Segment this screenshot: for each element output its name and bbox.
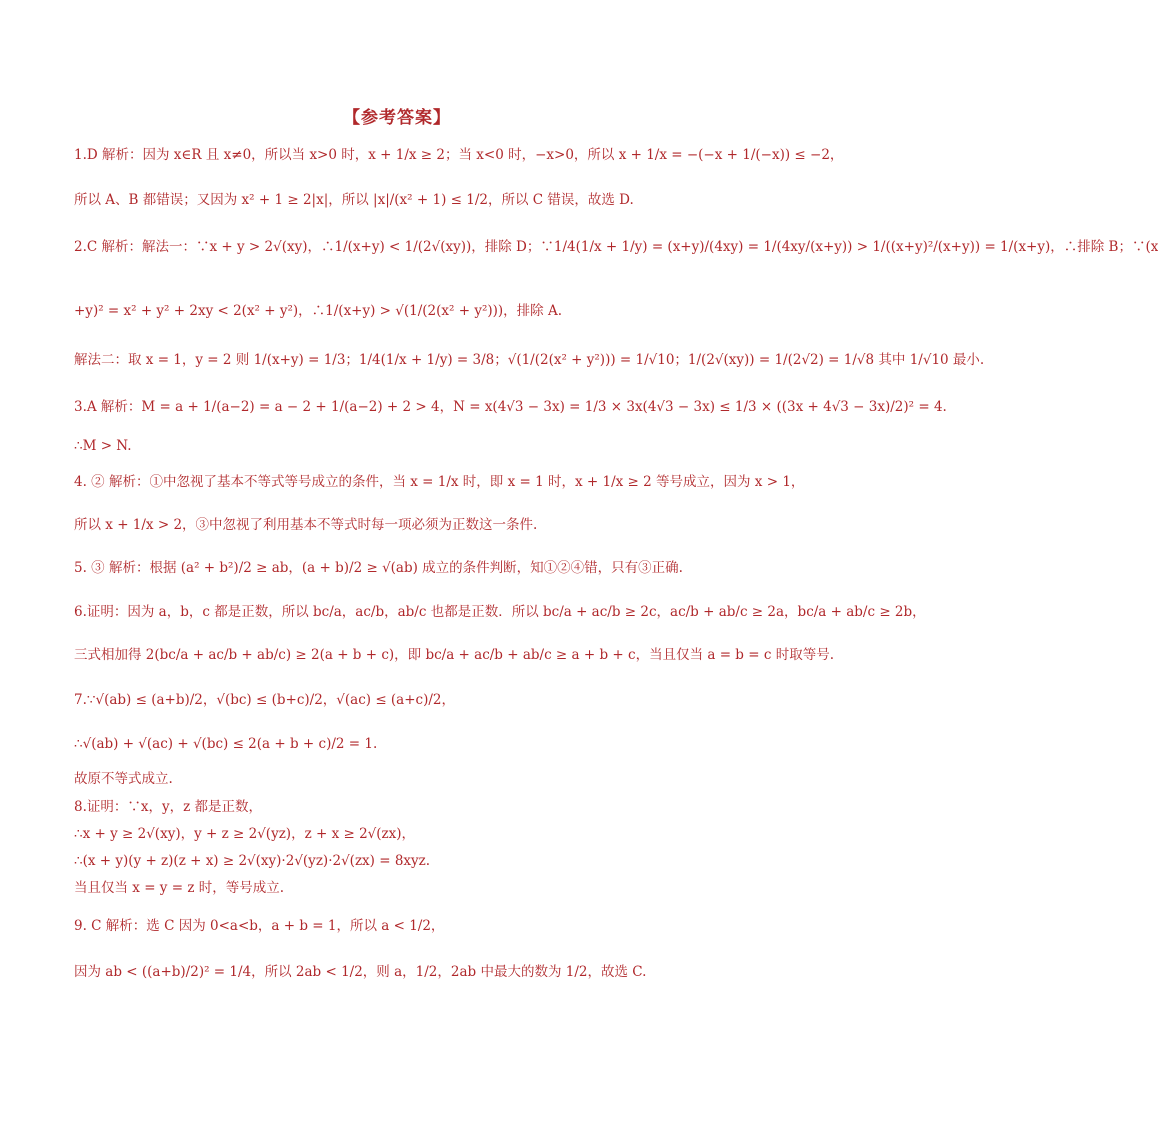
answer-6-line-1: 6.证明：因为 a，b，c 都是正数，所以 bc/a，ac/b，ab/c 也都是正数．所以 bc/a + ac/b ≥ 2c，ac/b + ab/c ≥ 2a，bc/a + ab/c ≥ 2b， — [74, 604, 926, 620]
answer-8-line-1: 8.证明：∵x，y，z 都是正数， — [74, 799, 263, 815]
answer-2-line-2: +y)² = x² + y² + 2xy < 2(x² + y²)，∴1/(x+y) > √(1/(2(x² + y²)))，排除 A. — [74, 303, 563, 319]
answer-7-line-3: 故原不等式成立. — [74, 771, 173, 787]
answer-1-line-2: 所以 A、B 都错误；又因为 x² + 1 ≥ 2|x|，所以 |x|/(x² + 1) ≤ 1/2，所以 C 错误，故选 D. — [74, 192, 634, 208]
answer-4-line-1: 4. ② 解析：①中忽视了基本不等式等号成立的条件，当 x = 1/x 时，即 x = 1 时，x + 1/x ≥ 2 等号成立，因为 x > 1， — [74, 474, 805, 490]
answer-8-line-3: ∴(x + y)(y + z)(z + x) ≥ 2√(xy)·2√(yz)·2√(zx) = 8xyz. — [74, 853, 431, 869]
answer-9-line-2: 因为 ab < ((a+b)/2)² = 1/4，所以 2ab < 1/2，则 a，1/2，2ab 中最大的数为 1/2，故选 C. — [74, 964, 647, 980]
answer-2-line-3: 解法二：取 x = 1，y = 2 则 1/(x+y) = 1/3；1/4(1/x + 1/y) = 3/8；√(1/(2(x² + y²))) = 1/√10；1/(2√(xy)) = 1/(2√2) = 1/√8 其中 1/√10 最小. — [74, 352, 985, 368]
answer-5-line-1: 5. ③ 解析：根据 (a² + b²)/2 ≥ ab，(a + b)/2 ≥ √(ab) 成立的条件判断，知①②④错，只有③正确. — [74, 560, 683, 576]
answer-8-line-2: ∴x + y ≥ 2√(xy)，y + z ≥ 2√(yz)，z + x ≥ 2√(zx)， — [74, 826, 416, 842]
answer-2-line-1: 2.C 解析：解法一：∵x + y > 2√(xy)，∴1/(x+y) < 1/(2√(xy))，排除 D；∵1/4(1/x + 1/y) = (x+y)/(4xy) = 1/(4xy/(x+y)) > 1/((x+y)²/(x+y)) = 1/(x+y)，∴排除 B；∵(x — [74, 239, 1158, 255]
answer-3-line-1: 3.A 解析：M = a + 1/(a−2) = a − 2 + 1/(a−2) + 2 > 4，N = x(4√3 − 3x) = 1/3 × 3x(4√3 − 3x) ≤ 1/3 × ((3x + 4√3 − 3x)/2)² = 4. — [74, 399, 947, 415]
answer-7-line-2: ∴√(ab) + √(ac) + √(bc) ≤ 2(a + b + c)/2 = 1. — [74, 736, 378, 752]
answer-6-line-2: 三式相加得 2(bc/a + ac/b + ab/c) ≥ 2(a + b + c)，即 bc/a + ac/b + ab/c ≥ a + b + c，当且仅当 a = b = c 时取等号. — [74, 647, 834, 663]
answer-4-line-2: 所以 x + 1/x > 2，③中忽视了利用基本不等式时每一项必须为正数这一条件. — [74, 517, 538, 533]
answer-7-line-1: 7.∵√(ab) ≤ (a+b)/2，√(bc) ≤ (b+c)/2，√(ac) ≤ (a+c)/2， — [74, 692, 456, 708]
answer-8-line-4: 当且仅当 x = y = z 时，等号成立. — [74, 880, 285, 896]
answer-3-line-2: ∴M > N. — [74, 438, 132, 454]
answer-1-line-1: 1.D 解析：因为 x∈R 且 x≠0，所以当 x>0 时，x + 1/x ≥ 2；当 x<0 时，−x>0，所以 x + 1/x = −(−x + 1/(−x)) ≤ −2， — [74, 147, 844, 163]
answer-9-line-1: 9. C 解析：选 C 因为 0<a<b，a + b = 1，所以 a < 1/2， — [74, 918, 445, 934]
page-title: 【参考答案】 — [343, 108, 451, 128]
